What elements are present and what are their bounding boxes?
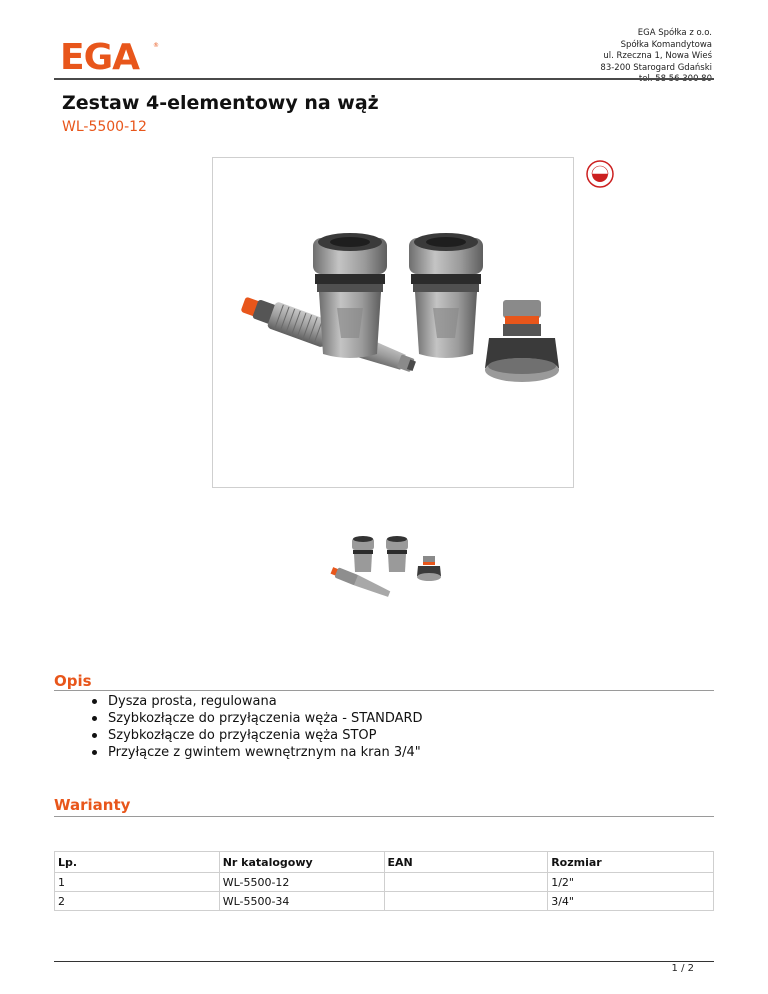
ega-logo: [60, 38, 160, 72]
company-info: [600, 28, 712, 86]
column-header-size: Rozmiar: [548, 852, 714, 873]
table-header-row: [55, 852, 714, 873]
cell-ean: [384, 892, 548, 911]
table-row: [55, 892, 714, 911]
table-row: [55, 873, 714, 892]
cell-size: 1/2": [548, 873, 714, 892]
cell-catalog-number: WL-5500-34: [219, 892, 384, 911]
product-illustration: [213, 158, 573, 487]
product-title: Zestaw 4-elementowy na wąż: [62, 92, 379, 114]
product-thumbnail[interactable]: [322, 528, 452, 632]
connector-standard: [313, 233, 387, 358]
list-item: Szybkozłącze do przyłączenia węża - STANDARD: [90, 710, 423, 727]
logo-registered-mark: ®: [153, 42, 159, 49]
thumbnail-illustration: [322, 528, 452, 632]
company-phone: tel. 58 56 300 80: [638, 74, 712, 84]
page-number: 1 / 2: [671, 963, 694, 974]
column-header-ean: EAN: [384, 852, 548, 873]
variants-heading: Warianty: [54, 796, 131, 814]
logo-text: EGA: [60, 38, 140, 72]
company-form: Spółka Komandytowa: [620, 39, 712, 50]
cell-ean: [384, 873, 548, 892]
footer-divider: [54, 961, 714, 962]
polish-product-badge-icon: [586, 160, 614, 188]
list-item: Szybkozłącze do przyłączenia węża STOP: [90, 727, 423, 744]
variants-divider: [54, 816, 714, 817]
company-street: ul. Rzeczna 1, Nowa Wieś: [603, 51, 712, 61]
description-heading: Opis: [54, 672, 92, 690]
list-item: Przyłącze z gwintem wewnętrznym na kran 3/4": [90, 744, 423, 761]
column-header-catalog-number: Nr katalogowy: [219, 852, 384, 873]
cell-lp: 2: [55, 892, 220, 911]
header-divider: [54, 78, 714, 80]
column-header-lp: Lp.: [55, 852, 220, 873]
main-product-image[interactable]: [212, 157, 574, 488]
tap-connector: [485, 300, 559, 382]
company-name: EGA Spółka z o.o.: [637, 28, 712, 38]
connector-stop: [409, 233, 483, 358]
list-item: Dysza prosta, regulowana: [90, 693, 423, 710]
variants-table: [54, 851, 714, 911]
company-city: 83-200 Starogard Gdański: [600, 62, 712, 73]
cell-size: 3/4": [548, 892, 714, 911]
cell-lp: 1: [55, 873, 220, 892]
description-list: [90, 693, 423, 761]
description-divider: [54, 690, 714, 691]
product-code: WL-5500-12: [62, 119, 147, 135]
cell-catalog-number: WL-5500-12: [219, 873, 384, 892]
